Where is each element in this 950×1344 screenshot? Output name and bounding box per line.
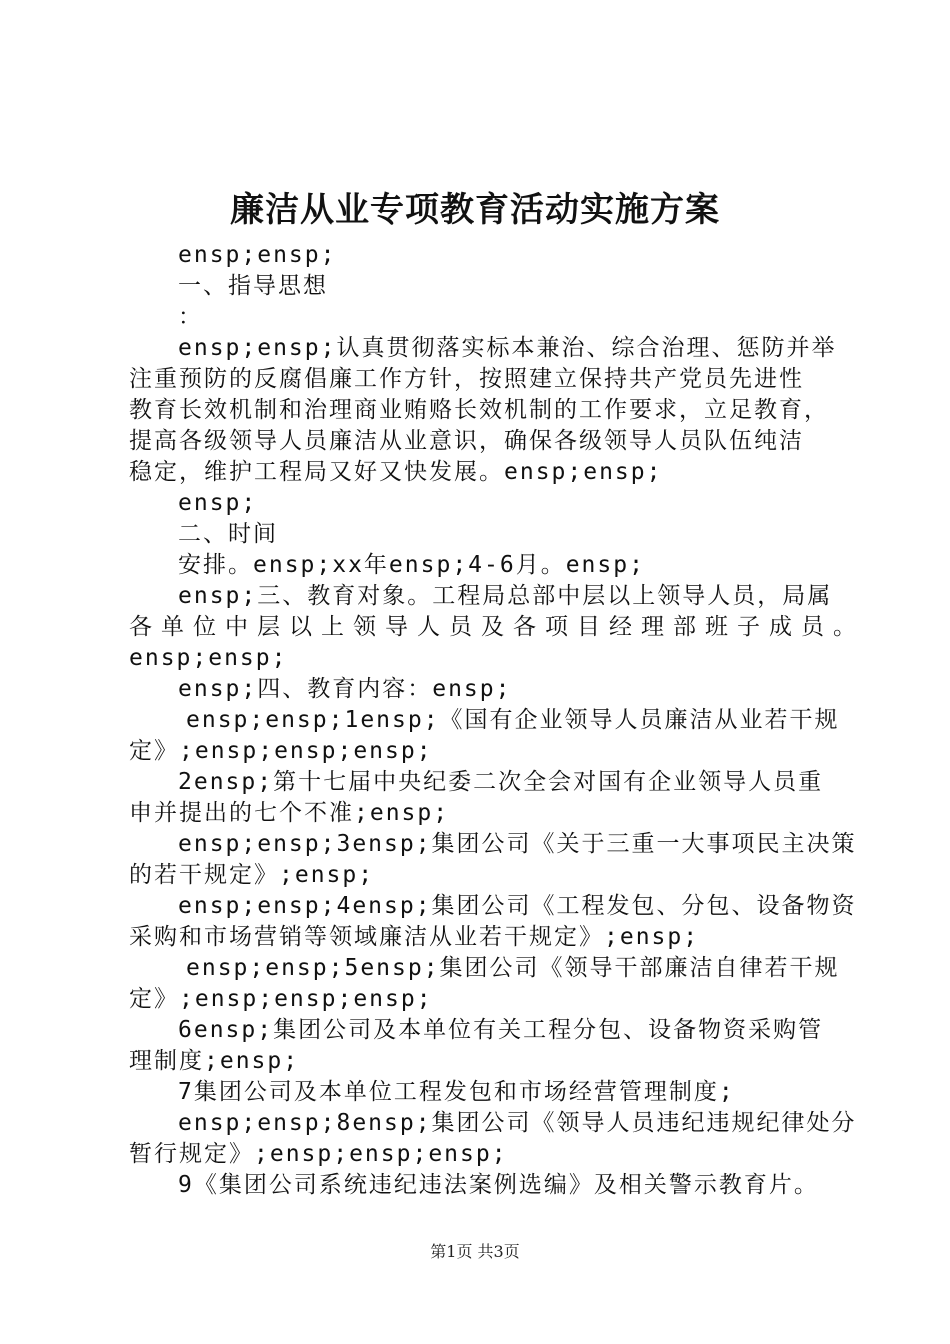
body-line: ensp;ensp;认真贯彻落实标本兼治、综合治理、惩防并举 bbox=[178, 335, 837, 361]
body-line: 各单位中层以上领导人员及各项目经理部班子成员。 bbox=[129, 614, 865, 640]
list-item-3: ensp;ensp;3ensp;集团公司《关于三重一大事项民主决策 bbox=[178, 831, 857, 857]
list-item-8: ensp;ensp;8ensp;集团公司《领导人员违纪违规纪律处分 bbox=[178, 1110, 857, 1136]
body-line: 教育长效机制和治理商业贿赂长效机制的工作要求，立足教育， bbox=[129, 397, 829, 423]
body-line: ensp;ensp; bbox=[129, 645, 288, 671]
body-line: ： bbox=[178, 304, 203, 330]
body-line: 提高各级领导人员廉洁从业意识，确保各级领导人员队伍纯洁 bbox=[129, 428, 804, 454]
body-line: ensp; bbox=[178, 490, 258, 516]
list-item-9: 9《集团公司系统违纪违法案例选编》及相关警示教育片。 bbox=[178, 1172, 819, 1198]
document-body bbox=[129, 240, 865, 1201]
section-heading-education-content: ensp;四、教育内容：ensp; bbox=[178, 676, 512, 702]
section-heading-education-target: ensp;三、教育对象。工程局总部中层以上领导人员，局属 bbox=[178, 583, 833, 609]
list-item-7: 7集团公司及本单位工程发包和市场经营管理制度; bbox=[178, 1079, 735, 1105]
section-heading-time: 二、时间 bbox=[178, 521, 278, 547]
body-line: 定》;ensp;ensp;ensp; bbox=[129, 738, 433, 764]
body-line: 理制度;ensp; bbox=[129, 1048, 300, 1074]
list-item-2: 2ensp;第十七届中央纪委二次全会对国有企业领导人员重 bbox=[178, 769, 824, 795]
body-line: 安排。ensp;xx年ensp;4-6月。ensp; bbox=[178, 552, 645, 578]
list-item-6: 6ensp;集团公司及本单位有关工程分包、设备物资采购管 bbox=[178, 1017, 824, 1043]
body-line: 采购和市场营销等领域廉洁从业若干规定》;ensp; bbox=[129, 924, 700, 950]
body-line: 定》;ensp;ensp;ensp; bbox=[129, 986, 433, 1012]
section-heading-guiding-ideology: 一、指导思想 bbox=[178, 273, 328, 299]
body-line: 暂行规定》;ensp;ensp;ensp; bbox=[129, 1141, 508, 1167]
page-number-footer: 第1页 共3页 bbox=[430, 1242, 520, 1261]
body-line: 稳定，维护工程局又好又快发展。ensp;ensp; bbox=[129, 459, 663, 485]
list-item-5: ensp;ensp;5ensp;集团公司《领导干部廉洁自律若干规 bbox=[186, 955, 840, 981]
document-title: 廉洁从业专项教育活动实施方案 bbox=[230, 190, 720, 230]
body-line: 的若干规定》;ensp; bbox=[129, 862, 375, 888]
body-line: 申并提出的七个不准;ensp; bbox=[129, 800, 450, 826]
list-item-4: ensp;ensp;4ensp;集团公司《工程发包、分包、设备物资 bbox=[178, 893, 857, 919]
body-line: 注重预防的反腐倡廉工作方针，按照建立保持共产党员先进性 bbox=[129, 366, 804, 392]
body-line: ensp;ensp; bbox=[178, 242, 337, 268]
list-item-1: ensp;ensp;1ensp;《国有企业领导人员廉洁从业若干规 bbox=[186, 707, 840, 733]
